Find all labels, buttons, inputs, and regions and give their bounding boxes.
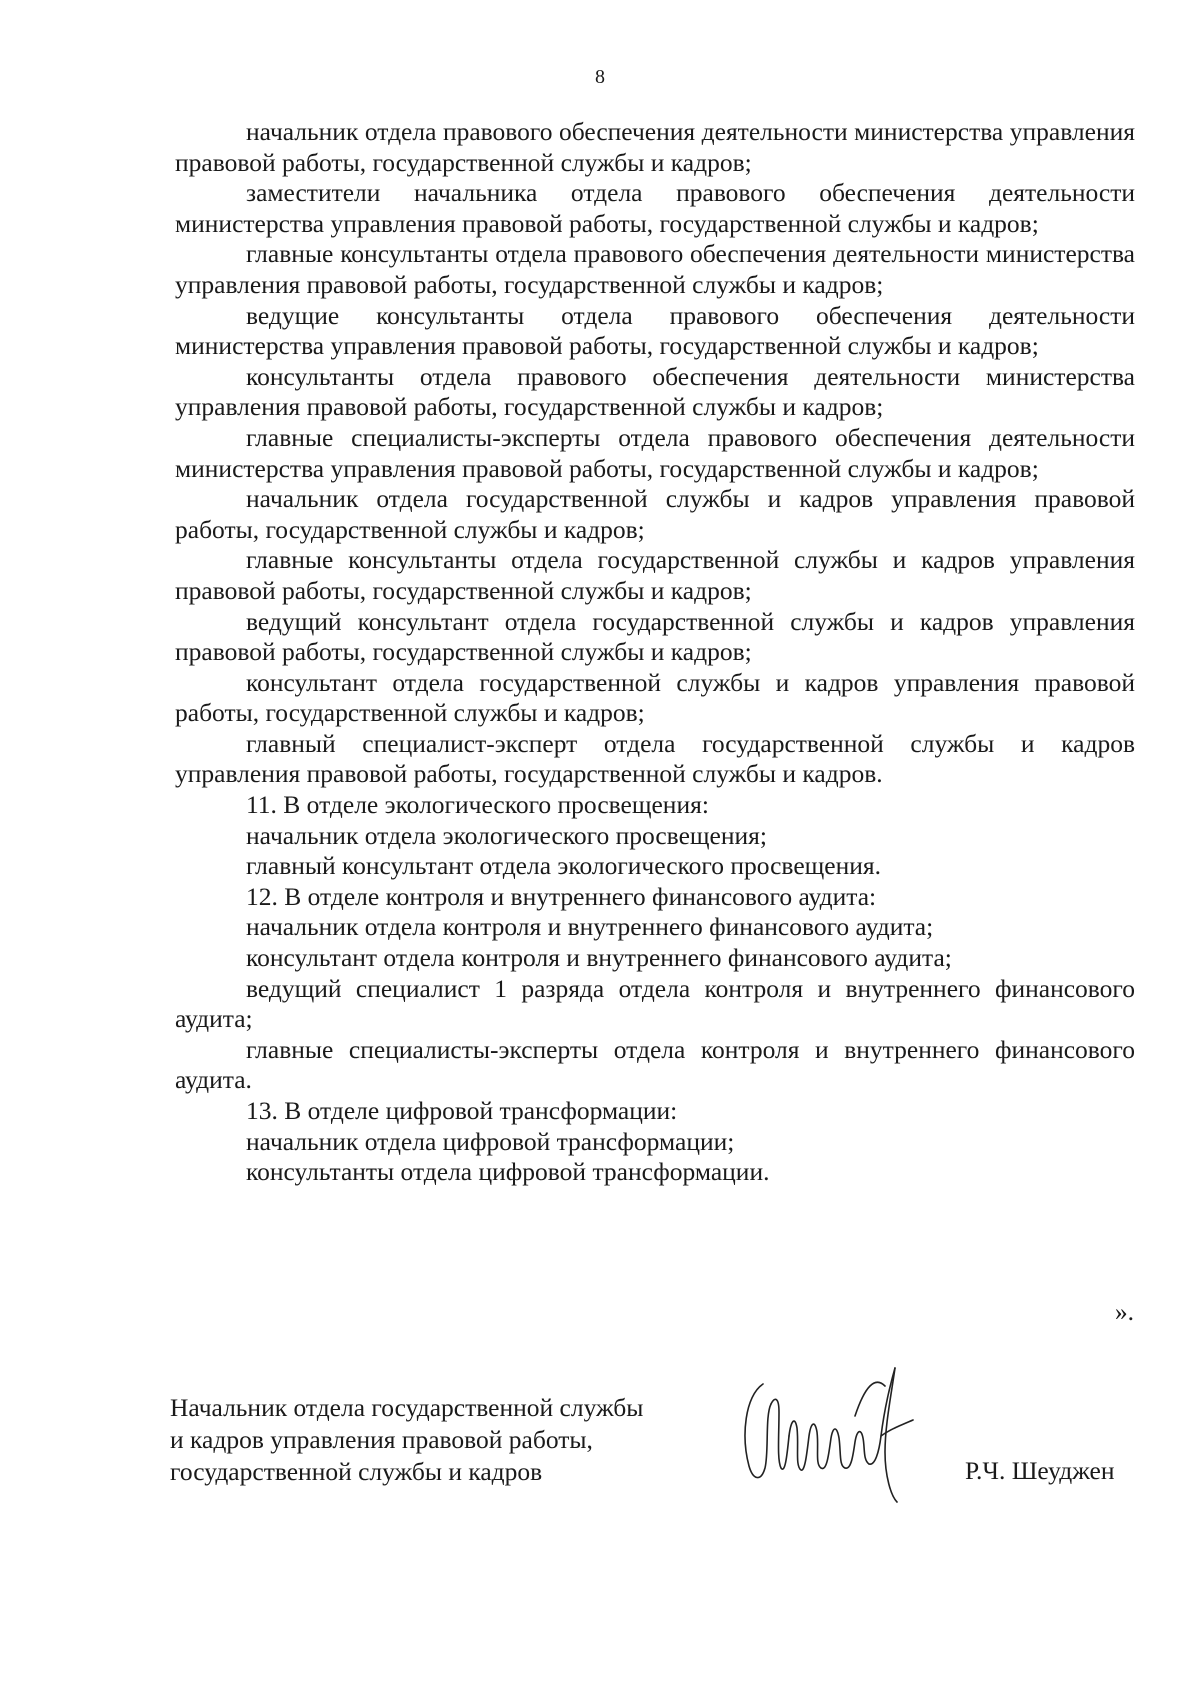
- list-item: главные консультанты отдела правового обеспечения деятельности министерства управления правовой работы, государственной службы и кадров;: [175, 239, 1135, 299]
- list-item: начальник отдела контроля и внутреннего финансового аудита;: [246, 912, 934, 942]
- list-item: консультант отдела государственной службы и кадров управления правовой работы, государственной службы и кадров;: [175, 667, 1135, 728]
- list-item: заместители начальника отдела правового обеспечения деятельности министерства управления правовой работы, государственной службы и кадров;: [175, 178, 1135, 238]
- section-heading: 11. В отделе экологического просвещения:: [246, 790, 709, 820]
- signatory-title-line: Начальник отдела государственной службы: [170, 1393, 644, 1422]
- list-item: ведущие консультанты отдела правового обеспечения деятельности министерства управления правовой работы, государственной службы и кадров;: [175, 300, 1135, 361]
- list-item: главные консультанты отдела государственной службы и кадров управления правовой работы, государственной службы и кадров;: [175, 545, 1135, 605]
- signatory-name: Р.Ч. Шеуджен: [965, 1456, 1115, 1485]
- list-item: главные специалисты-эксперты отдела контроля и внутреннего финансового аудита.: [175, 1034, 1135, 1095]
- list-item: начальник отдела цифровой трансформации;: [246, 1126, 735, 1156]
- list-item: главный специалист-эксперт отдела государственной службы и кадров управления правовой работы, государственной службы и кадров.: [175, 728, 1135, 789]
- page-number: 8: [595, 66, 605, 88]
- list-item: начальник отдела экологического просвещения;: [246, 820, 767, 850]
- list-item: главный консультант отдела экологического просвещения.: [246, 851, 881, 881]
- section-heading: 12. В отделе контроля и внутреннего финансового аудита:: [246, 881, 877, 911]
- handwritten-signature: [735, 1356, 935, 1506]
- list-item: консультанты отдела цифровой трансформации.: [246, 1157, 770, 1187]
- list-item: ведущий специалист 1 разряда отдела контроля и внутреннего финансового аудита;: [175, 973, 1135, 1034]
- list-item: начальник отдела правового обеспечения деятельности министерства управления правовой работы, государственной службы и кадров;: [175, 117, 1135, 177]
- list-item: консультант отдела контроля и внутреннего финансового аудита;: [246, 943, 952, 973]
- list-item: главные специалисты-эксперты отдела правового обеспечения деятельности министерства управления правовой работы, государственной службы и кадров;: [175, 422, 1135, 483]
- signatory-title-line: и кадров управления правовой работы,: [170, 1425, 593, 1454]
- signatory-title: [170, 1392, 643, 1488]
- section-heading: 13. В отделе цифровой трансформации:: [246, 1096, 678, 1125]
- list-item: консультанты отдела правового обеспечения деятельности министерства управления правовой работы, государственной службы и кадров;: [175, 361, 1135, 422]
- list-item: ведущий консультант отдела государственной службы и кадров управления правовой работы, государственной службы и кадров;: [175, 606, 1135, 667]
- closing-quote: ».: [1114, 1297, 1134, 1326]
- list-item: начальник отдела государственной службы и кадров управления правовой работы, государственной службы и кадров;: [175, 484, 1135, 544]
- signatory-title-line: государственной службы и кадров: [170, 1457, 543, 1486]
- document-body: [175, 117, 1135, 1188]
